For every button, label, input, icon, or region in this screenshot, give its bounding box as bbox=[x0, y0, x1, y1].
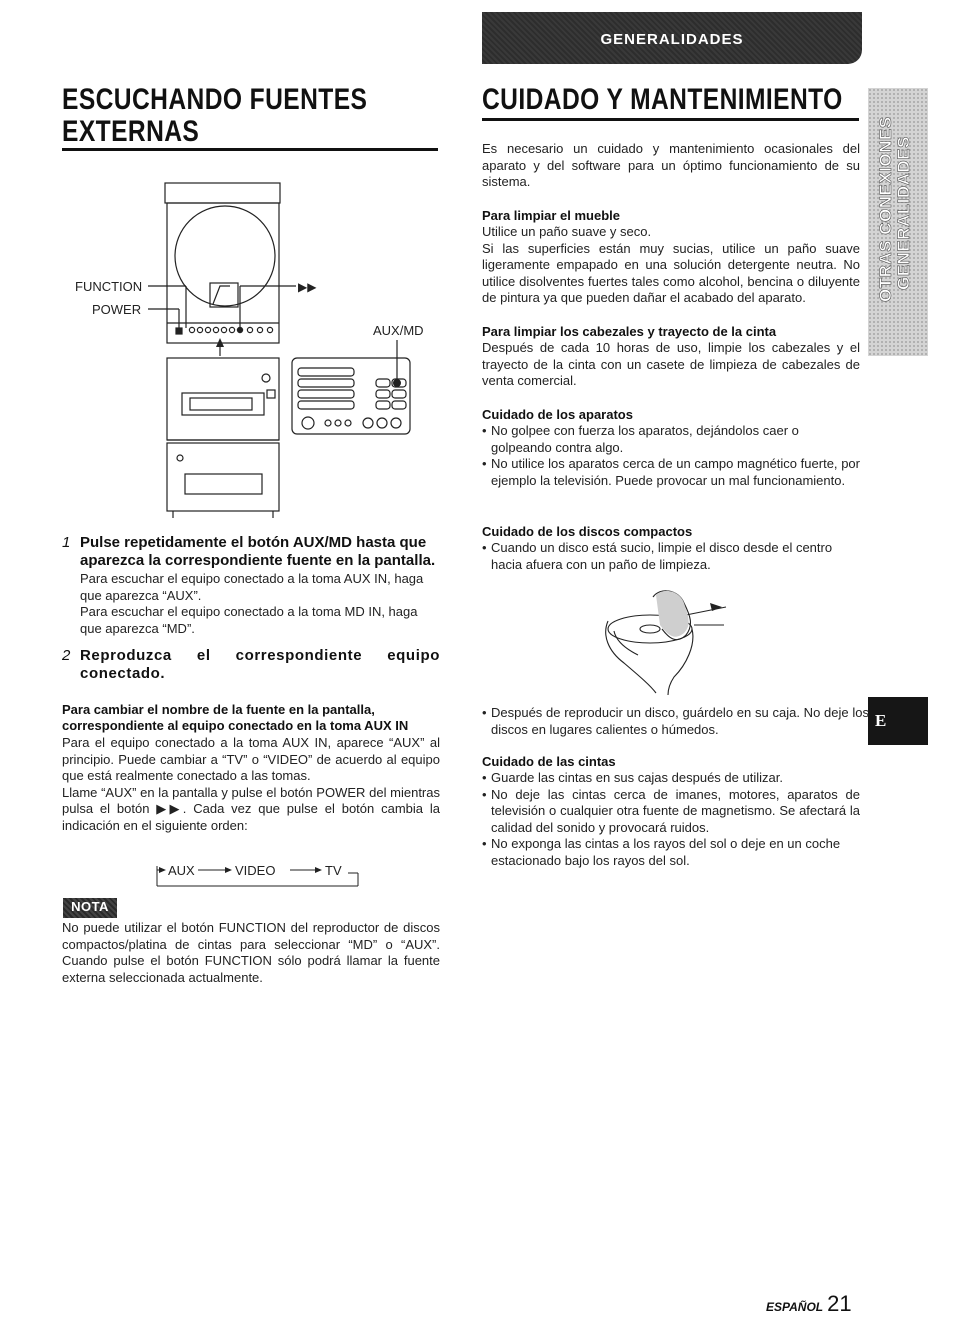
label-aux-md: AUX/MD bbox=[373, 323, 424, 338]
left-title-line1: ESCUCHANDO FUENTES bbox=[62, 83, 368, 116]
rename-text-2: Llame “AUX” en la pantalla y pulse el botón POWER del mientras pulsa el botón ▶▶. Cada vez que pulse el botón cambia la indicación en el siguiente orden: bbox=[62, 784, 440, 833]
aparatos-bullet-1: • No golpee con fuerza los aparatos, dejándolos caer o golpeando contra algo. bbox=[482, 423, 860, 456]
section-cintas bbox=[482, 754, 860, 870]
language-tab bbox=[868, 697, 928, 745]
footer-language: ESPAÑOL bbox=[766, 1300, 824, 1314]
aparatos-bullet-2: • No utilice los aparatos cerca de un campo magnético fuerte, por ejemplo la televisión. Puede provocar un mal funcionamiento. bbox=[482, 456, 860, 489]
section-discos bbox=[482, 524, 860, 573]
cintas-bullet-3: • No exponga las cintas a los rayos del sol o deje en un coche estacionado bajo los rayos del sol. bbox=[482, 836, 860, 869]
section-cabezales bbox=[482, 324, 860, 390]
cintas-title: Cuidado de las cintas bbox=[482, 754, 616, 769]
side-tab-label-2: GENERALIDADES bbox=[894, 136, 913, 290]
page-number: 21 bbox=[827, 1291, 852, 1316]
label-power: POWER bbox=[92, 302, 142, 317]
right-title-rule bbox=[482, 118, 859, 121]
cintas-bullet-1: • Guarde las cintas en sus cajas después de utilizar. bbox=[482, 770, 860, 787]
cycle-aux: AUX bbox=[168, 863, 195, 878]
section-banner bbox=[482, 12, 862, 64]
rename-title: Para cambiar el nombre de la fuente en la pantalla, correspondiente al equipo conectado en la toma AUX IN bbox=[62, 702, 409, 733]
banner-title: GENERALIDADES bbox=[600, 31, 744, 48]
nota-label: NOTA bbox=[71, 899, 109, 914]
step-1-number: 1 bbox=[62, 534, 71, 551]
step-1-title: Pulse repetidamente el botón AUX/MD hasta que aparezca la correspondiente fuente en la pantalla. bbox=[80, 534, 436, 569]
discos-bullet-2: • Después de reproducir un disco, guárdelo en su caja. No deje los discos en lugares calientes o húmedos. bbox=[482, 705, 869, 738]
cabezales-text: Después de cada 10 horas de uso, limpie los cabezales y el trayecto de la cinta con un casete de limpieza de cabezales de venta comercial. bbox=[482, 340, 860, 389]
mueble-text-2: Si las superficies están muy sucias, utilice un paño suave ligeramente empapado en una solución detergente neutra. No utilice disolventes fuertes tales como alcohol, bencina o diluyente de pintura ya que pueden dañar el acabado del aparato. bbox=[482, 240, 860, 306]
care-intro: Es necesario un cuidado y mantenimiento ocasionales del aparato y del software para un óptimo funcionamiento de su sistema. bbox=[482, 141, 860, 190]
section-aparatos bbox=[482, 407, 860, 489]
nota-text: No puede utilizar el botón FUNCTION del reproductor de discos compactos/platina de cintas para seleccionar “MD” o “AUX”. Cuando pulse el botón FUNCTION sólo podrá llamar la fuente externa seleccionada actualmente. bbox=[62, 920, 440, 985]
cycle-tv: TV bbox=[325, 863, 342, 878]
cabezales-title: Para limpiar los cabezales y trayecto de la cinta bbox=[482, 324, 777, 339]
mueble-text-1: Utilice un paño suave y seco. bbox=[482, 224, 652, 239]
section-mueble bbox=[482, 208, 860, 307]
left-title-rule bbox=[62, 148, 438, 151]
disc-cleaning-illustration bbox=[598, 585, 738, 697]
source-cycle-diagram bbox=[150, 858, 370, 892]
step-2-number: 2 bbox=[62, 647, 71, 664]
mueble-title: Para limpiar el mueble bbox=[482, 208, 621, 223]
rename-text-1: Para el equipo conectado a la toma AUX IN, aparece “AUX” al principio. Puede cambiar a “TV” o “VIDEO” de acuerdo al equipo que está realmente conectado a las tomas. bbox=[62, 735, 440, 784]
step-2 bbox=[62, 647, 440, 683]
cintas-bullet-2: • No deje las cintas cerca de imanes, motores, aparatos de televisión o cualquier otra fuente de magnetismo. Se afectará la calidad del sonido y provocará ruidos. bbox=[482, 787, 860, 837]
step-1-text-md: Para escuchar el equipo conectado a la toma MD IN, haga que aparezca “MD”. bbox=[80, 604, 418, 636]
discos-title: Cuidado de los discos compactos bbox=[482, 524, 693, 539]
side-tab-label-1: OTRAS CONEXIONES bbox=[876, 116, 895, 302]
aparatos-title: Cuidado de los aparatos bbox=[482, 407, 633, 422]
nota-label-box bbox=[63, 898, 117, 918]
step-2-title: Reproduzca el correspondiente equipo conectado. bbox=[80, 647, 440, 682]
side-tab-otras-conexiones bbox=[868, 88, 928, 356]
cycle-video: VIDEO bbox=[235, 863, 276, 878]
label-function: FUNCTION bbox=[75, 279, 143, 294]
left-title-line2: EXTERNAS bbox=[62, 115, 200, 148]
stereo-system-illustration bbox=[70, 178, 440, 523]
label-fast-forward: ▶▶ bbox=[298, 280, 317, 294]
language-tab-letter: E bbox=[875, 711, 887, 730]
step-1 bbox=[62, 534, 440, 637]
discos-bullet-1: • Cuando un disco está sucio, limpie el disco desde el centro hacia afuera con un paño de limpieza. bbox=[482, 540, 860, 573]
rename-section bbox=[62, 702, 440, 835]
right-title: CUIDADO Y MANTENIMIENTO bbox=[482, 83, 843, 116]
step-1-text-aux: Para escuchar el equipo conectado a la toma AUX IN, haga que aparezca “AUX”. bbox=[80, 571, 424, 603]
page-footer bbox=[766, 1291, 852, 1317]
